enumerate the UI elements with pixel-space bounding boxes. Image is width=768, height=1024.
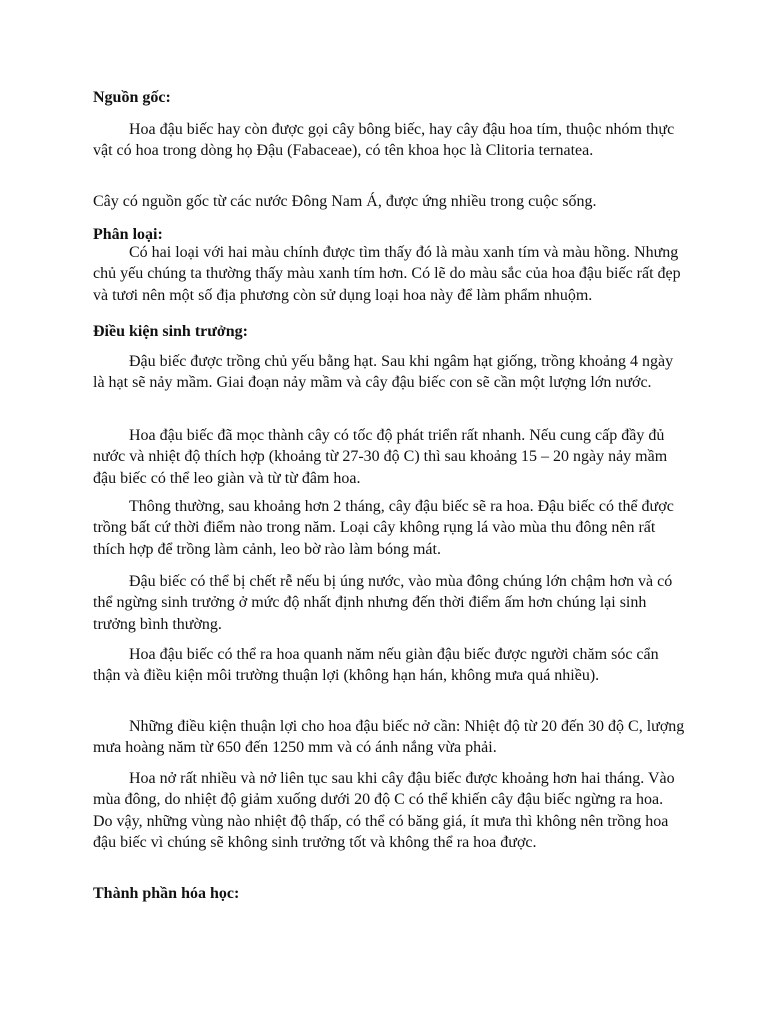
paragraph-growth-2: Hoa đậu biếc đã mọc thành cây có tốc độ phát triển rất nhanh. Nếu cung cấp đầy đủ nước và nhiệt độ thích hợp (khoảng từ 27-30 độ C) thì sau khoảng 15 – 20 ngày nảy mầm đậu biếc có thể leo giàn và từ từ đâm hoa. xyxy=(93,427,668,487)
paragraph-origin-1: Hoa đậu biếc hay còn được gọi cây bông biếc, hay cây đậu hoa tím, thuộc nhóm thực vật có hoa trong dòng họ Đậu (Fabaceae), có tên khoa học là Clitoria ternatea. xyxy=(93,121,675,160)
heading-growth-conditions: Điều kiện sinh trưởng: xyxy=(93,323,248,340)
paragraph-classification-1: Có hai loại với hai màu chính được tìm thấy đó là màu xanh tím và màu hồng. Nhưng chủ yếu chúng ta thường thấy màu xanh tím hơn. Có lẽ do màu sắc của hoa đậu biếc rất đẹp và tươi nên một số địa phương còn sử dụng loại hoa này để làm phẩm nhuộm. xyxy=(93,244,681,304)
paragraph-origin-2: Cây có nguồn gốc từ các nước Đông Nam Á, được ứng nhiều trong cuộc sống. xyxy=(93,193,597,210)
paragraph-growth-1: Đậu biếc được trồng chủ yếu bằng hạt. Sau khi ngâm hạt giống, trồng khoảng 4 ngày là hạt sẽ nảy mầm. Giai đoạn nảy mầm và cây đậu biếc con sẽ cần một lượng lớn nước. xyxy=(93,353,674,392)
paragraph-growth-4: Đậu biếc có thể bị chết rễ nếu bị úng nước, vào mùa đông chúng lớn chậm hơn và có thể ngừng sinh trưởng ở mức độ nhất định nhưng đến thời điểm ấm hơn chúng lại sinh trưởng bình thường. xyxy=(93,573,673,633)
paragraph-growth-3: Thông thường, sau khoảng hơn 2 tháng, cây đậu biếc sẽ ra hoa. Đậu biếc có thể được trồng bất cứ thời điểm nào trong năm. Loại cây không rụng lá vào mùa thu đông nên rất thích hợp để trồng làm cảnh, leo bờ rào làm bóng mát. xyxy=(93,498,674,558)
heading-origin: Nguồn gốc: xyxy=(93,89,171,106)
paragraph-growth-5: Hoa đậu biếc có thể ra hoa quanh năm nếu giàn đậu biếc được người chăm sóc cẩn thận và điều kiện môi trường thuận lợi (không hạn hán, không mưa quá nhiều). xyxy=(93,646,659,685)
paragraph-growth-7: Hoa nở rất nhiều và nở liên tục sau khi cây đậu biếc được khoảng hơn hai tháng. Vào mùa đông, do nhiệt độ giảm xuống dưới 20 độ C có thể khiến cây đậu biếc ngừng ra hoa. Do vậy, những vùng nào nhiệt độ thấp, có thể có băng giá, ít mưa thì không nên trồng hoa đậu biếc vì chúng sẽ không sinh trưởng tốt và không thể ra hoa được. xyxy=(93,770,675,852)
heading-classification: Phân loại: xyxy=(93,226,163,243)
heading-chemical-composition: Thành phần hóa học: xyxy=(93,885,240,902)
paragraph-growth-6: Những điều kiện thuận lợi cho hoa đậu biếc nở cần: Nhiệt độ từ 20 đến 30 độ C, lượng mưa hoàng năm từ 650 đến 1250 mm và có ánh nắng vừa phải. xyxy=(93,718,685,757)
